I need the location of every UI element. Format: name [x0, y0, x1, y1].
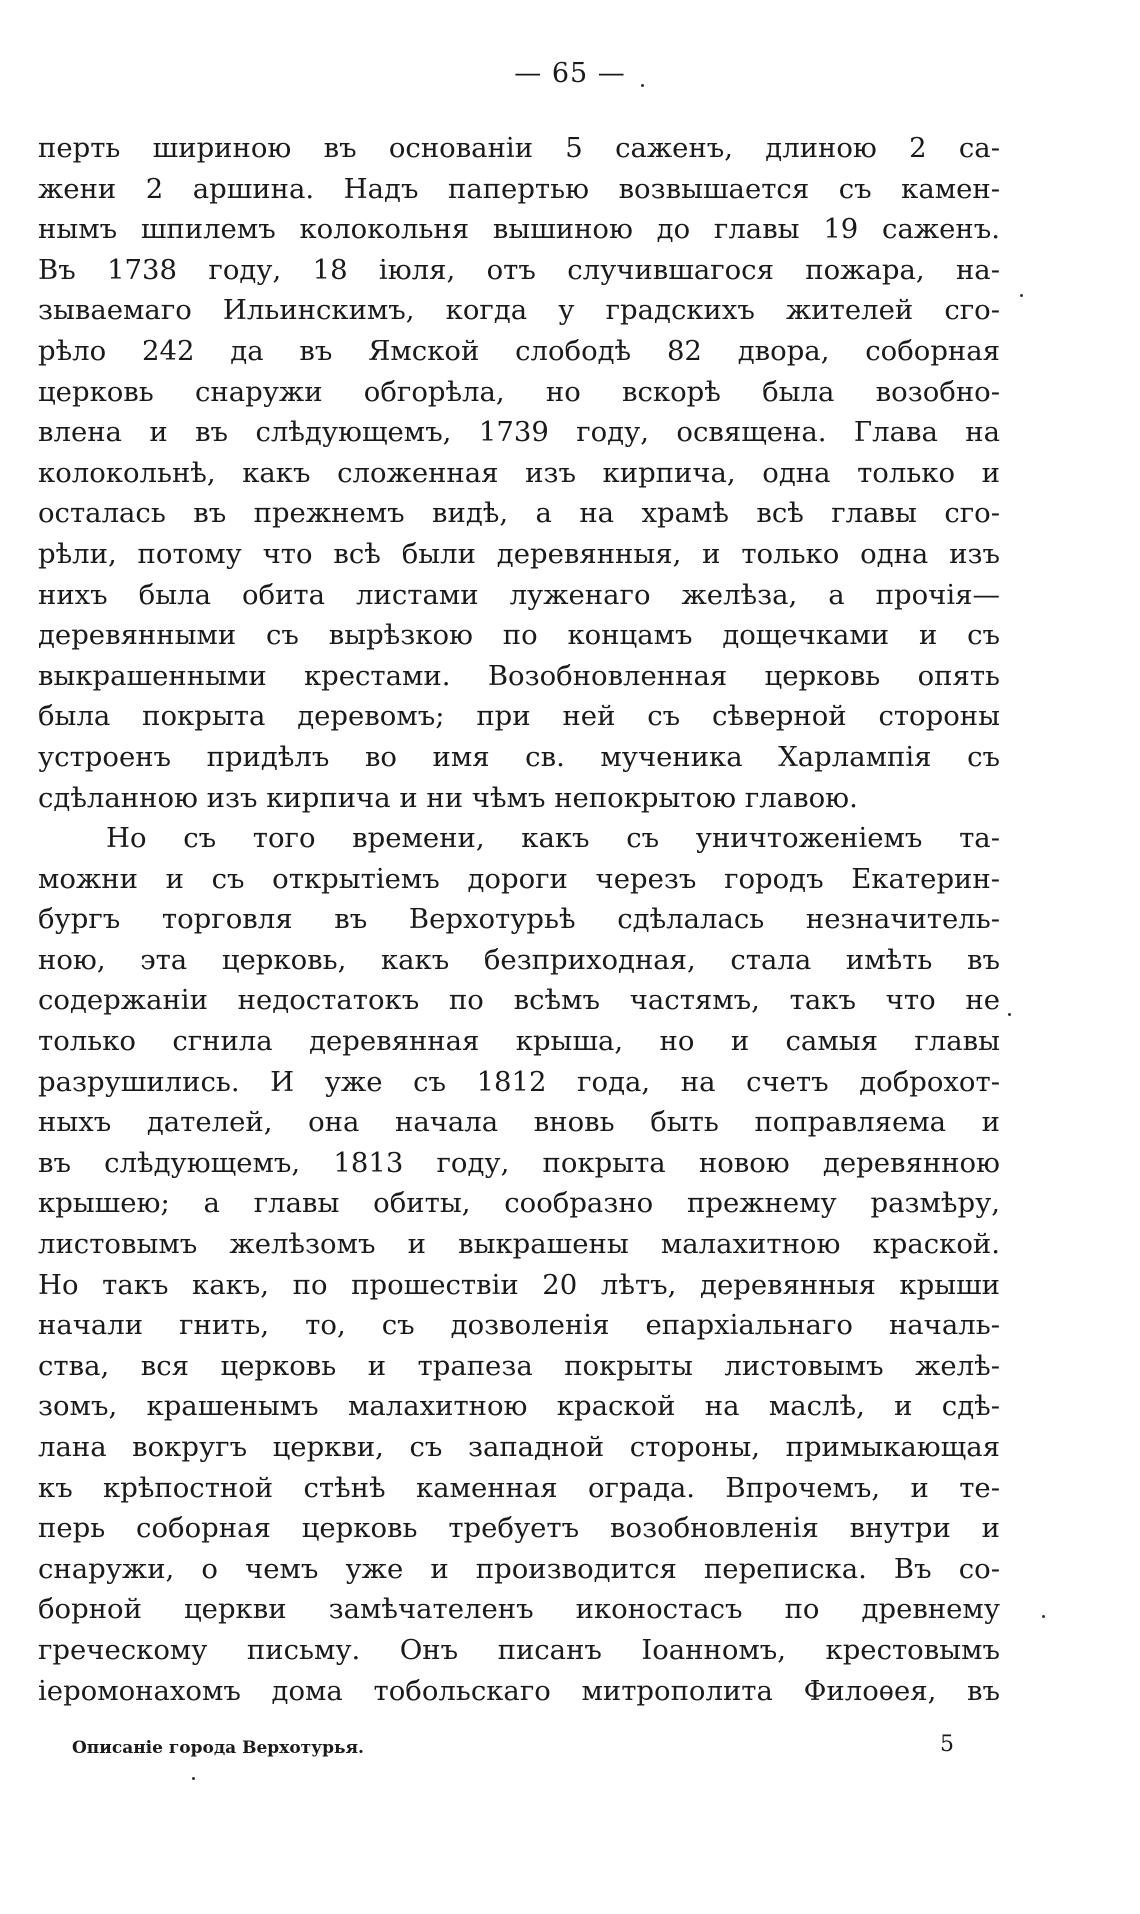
- text-line: Но съ того времени, какъ съ уничтоженiемъ та-: [106, 822, 1000, 855]
- text-line: листовымъ желѣзомъ и выкрашены малахитною краской.: [38, 1228, 1000, 1261]
- text-line: Но такъ какъ, по прошествiи 20 лѣтъ, деревянныя крыши: [38, 1268, 1000, 1301]
- text-line: лана вокругъ церкви, съ западной стороны, примыкающая: [38, 1431, 1000, 1463]
- text-line: деревянными съ вырѣзкою по концамъ дощечками и съ: [38, 619, 1000, 652]
- text-line: къ крѣпостной стѣнѣ каменная ограда. Впрочемъ, и те-: [38, 1471, 1000, 1504]
- text-line: жени 2 аршина. Надъ папертью возвышается съ камен-: [38, 172, 1000, 205]
- text-line: колокольнѣ, какъ сложенная изъ кирпича, одна только и: [38, 456, 1000, 489]
- text-line: греческому письму. Онъ писанъ Iоанномъ, крестовымъ: [38, 1633, 1000, 1666]
- text-line: рѣли, потому что всѣ были деревянныя, и только одна изъ: [38, 537, 1000, 570]
- text-line: зываемаго Ильинскимъ, когда у градскихъ жителей сго-: [38, 294, 1000, 327]
- text-line: ныхъ дателей, она начала вновь быть поправляема и: [38, 1106, 1000, 1139]
- text-line: сдѣланною изъ кирпича и ни чѣмъ непокрытою главою.: [38, 781, 858, 814]
- text-line: крышею; а главы обиты, сообразно прежнему размѣру,: [38, 1187, 1000, 1220]
- print-speck: [1008, 1013, 1011, 1016]
- text-line: борной церкви замѣчателенъ иконостасъ по древнему: [38, 1593, 1000, 1626]
- text-line: Въ 1738 году, 18 iюля, отъ случившагося пожара, на-: [38, 253, 1000, 286]
- text-line: устроенъ придѣлъ во имя св. мученика Харлампiя съ: [38, 740, 1000, 773]
- text-line: разрушились. И уже съ 1812 года, на счетъ доброхот-: [38, 1065, 1000, 1098]
- print-speck: [1020, 294, 1023, 297]
- print-speck: [192, 1777, 195, 1780]
- text-line: содержанiи недостатокъ по всѣмъ частямъ, такъ что не: [38, 984, 1000, 1017]
- text-line: нымъ шпилемъ колокольня вышиною до главы 19 саженъ.: [38, 213, 1000, 246]
- print-speck: [641, 84, 644, 87]
- text-line: перть шириною въ основанiи 5 саженъ, длиною 2 са-: [38, 132, 1000, 164]
- text-line: бургъ торговля въ Верхотурьѣ сдѣлалась незначитель-: [38, 903, 1000, 936]
- text-line: рѣло 242 да въ Ямской слободѣ 82 двора, соборная: [38, 334, 1000, 367]
- text-line: влена и въ слѣдующемъ, 1739 году, освящена. Глава на: [38, 416, 1000, 449]
- text-line: въ слѣдующемъ, 1813 году, покрыта новою деревянною: [38, 1146, 1000, 1179]
- print-speck: [1042, 1615, 1045, 1618]
- page-number: — 65 —: [514, 58, 626, 89]
- text-line: снаружи, о чемъ уже и производится переписка. Въ со-: [38, 1552, 1000, 1585]
- body-text: [38, 128, 1000, 1711]
- text-line: выкрашенными крестами. Возобновленная церковь опять: [38, 659, 1000, 692]
- text-line: можни и съ открытiемъ дороги черезъ городъ Екатерин-: [38, 862, 1000, 895]
- text-line: зомъ, крашенымъ малахитною краской на маслѣ, и сдѣ-: [38, 1390, 1000, 1423]
- text-line: ства, вся церковь и трапеза покрыты листовымъ желѣ-: [38, 1349, 1000, 1382]
- text-line: начали гнить, то, съ дозволенiя епархiальнаго началь-: [38, 1309, 1000, 1342]
- text-line: ною, эта церковь, какъ безприходная, стала имѣть въ: [38, 943, 1000, 976]
- text-line: была покрыта деревомъ; при ней съ сѣверной стороны: [38, 700, 1000, 733]
- text-line: нихъ была обита листами луженаго желѣза, а прочiя—: [38, 578, 1000, 611]
- footer-title: Описанiе города Верхотурья.: [72, 1738, 364, 1758]
- text-line: церковь снаружи обгорѣла, но вскорѣ была возобно-: [38, 375, 1000, 408]
- text-line: перь соборная церковь требуетъ возобновленiя внутри и: [38, 1512, 1000, 1545]
- signature-mark: 5: [940, 1732, 954, 1757]
- text-line: iеромонахомъ дома тобольскаго митрополита Филоѳея, въ: [38, 1674, 1000, 1707]
- text-line: только сгнила деревянная крыша, но и самыя главы: [38, 1025, 1000, 1058]
- text-line: осталась въ прежнемъ видѣ, а на храмѣ всѣ главы сго-: [38, 497, 1000, 530]
